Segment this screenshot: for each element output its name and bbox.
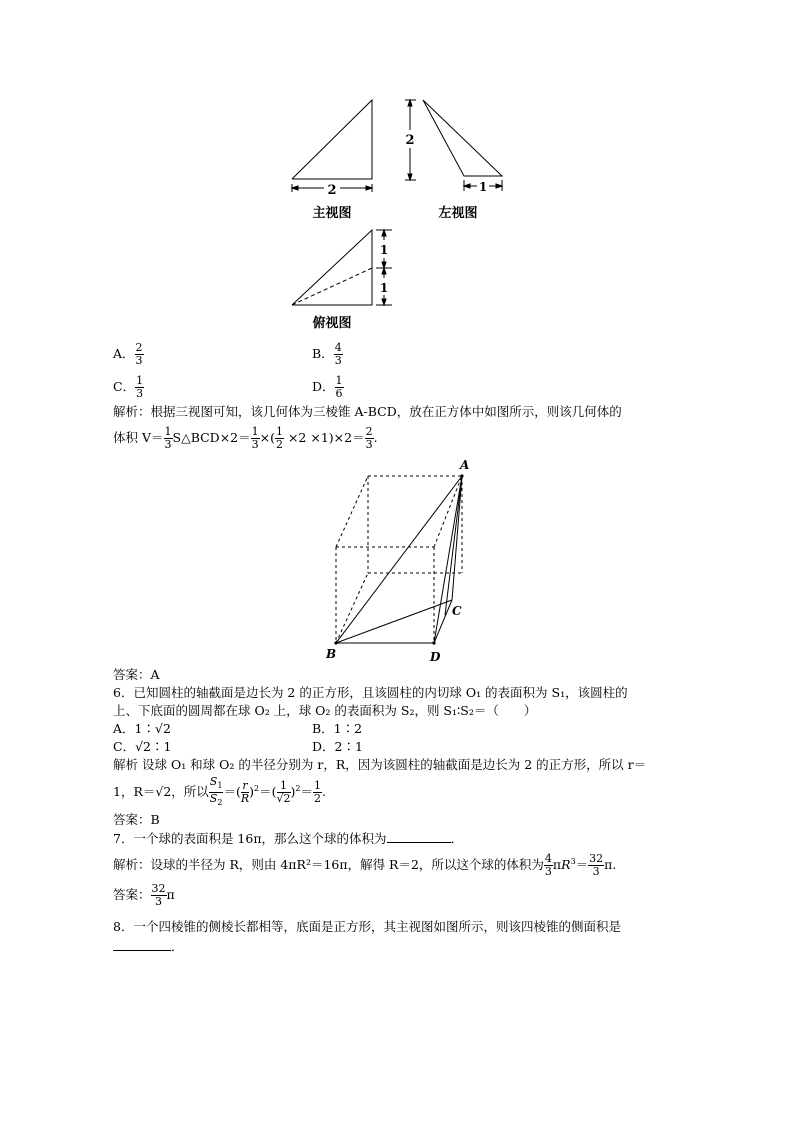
dim-side-height: 2 [405,133,415,148]
q6-solution-line1: 解析 设球 O₁ 和球 O₂ 的半径分别为 r，R，因为该圆柱的轴截面是边长为 2 的正方形，所以 r＝ [113,757,647,772]
q5-option-a-fraction: $\frac{2}{3}$ [135,341,143,367]
q6-line1: 6．已知圆柱的轴截面是边长为 2 的正方形，且该圆柱的内切球 O₁ 的表面积为 S₁，该圆柱的 [113,685,628,700]
q5-option-c: C． $\frac{1}{3}$ [113,374,144,400]
q6-option-d: D．2∶1 [312,739,363,754]
top-view-label: 俯视图 [312,316,352,331]
q5-option-c-fraction: $\frac{1}{3}$ [136,374,144,400]
q5-solution-line2: 体积 V＝ $\frac{1}{3}$ S△BCD×2＝ $\frac{1}{3}$ ×( $\frac{1}{2}$ ×2 ×1)×2＝ $\frac{2}{3}$ . [113,425,378,451]
q5-option-d: D． $\frac{1}{6}$ [312,374,343,400]
q6-option-c: C．√2∶1 [113,739,172,754]
q6-option-a: A．1∶√2 [113,721,171,736]
dim-top-1: 1 [379,243,389,257]
q8-line2: ． [113,939,184,955]
q8-answer-blank[interactable] [113,939,171,951]
cube-vertex-a: A [460,458,470,472]
q6-solution-line2: 1，R＝√2，所以 $\frac{S_1}{S_2}$ ＝( $\frac{r}{R}$ )$^2$＝( $\frac{1}{√2}$ )$^2$＝ $\frac{1}{2}$ . [113,775,326,807]
dim-top-2: 1 [379,281,389,295]
q7-answer-blank[interactable] [387,831,451,843]
top-view [292,230,392,305]
q6-option-b: B．1∶2 [312,721,363,736]
cube-vertex-b: B [326,647,337,661]
q5-solution-line1: 解析：根据三视图可知，该几何体为三棱锥 A-BCD，放在正方体中如图所示，则该几何体的 [113,404,622,419]
q6-answer: 答案：B [113,812,160,827]
q5-option-b: B． $\frac{4}{3}$ [312,341,342,367]
q7-answer: 答案： $\frac{32}{3}$ π [113,882,175,908]
side-view [405,100,502,191]
q6-line2: 上、下底面的圆周都在球 O₂ 上，球 O₂ 的表面积为 S₂，则 S₁∶S₂＝（ ） [113,703,537,718]
cube-vertex-d: D [430,650,441,664]
side-view-label: 左视图 [438,206,478,221]
dim-side-base: 1 [478,180,488,194]
cube-figure [322,455,482,665]
front-view [292,100,372,192]
q5-option-d-fraction: $\frac{1}{6}$ [335,374,343,400]
q5-option-b-fraction: $\frac{4}{3}$ [334,341,342,367]
q8-line1: 8．一个四棱锥的侧棱长都相等，底面是正方形，其主视图如图所示，则该四棱锥的侧面积是 [113,919,621,934]
q7-line1: 7．一个球的表面积是 16π，那么这个球的体积为 ． [113,831,464,846]
q5-answer: 答案：A [113,667,160,682]
front-view-label: 主视图 [312,206,352,221]
three-views-figure [280,92,520,337]
q5-option-a: A． $\frac{2}{3}$ [113,341,143,367]
q7-solution: 解析：设球的半径为 R，则由 4πR²＝16π，解得 R＝2，所以这个球的体积为 $\frac{4}{3}$ $\pi R^3=$ $\frac{32}{3}$ π. [113,852,617,878]
dim-front-width: 2 [327,183,337,198]
cube-vertex-c: C [452,604,462,618]
